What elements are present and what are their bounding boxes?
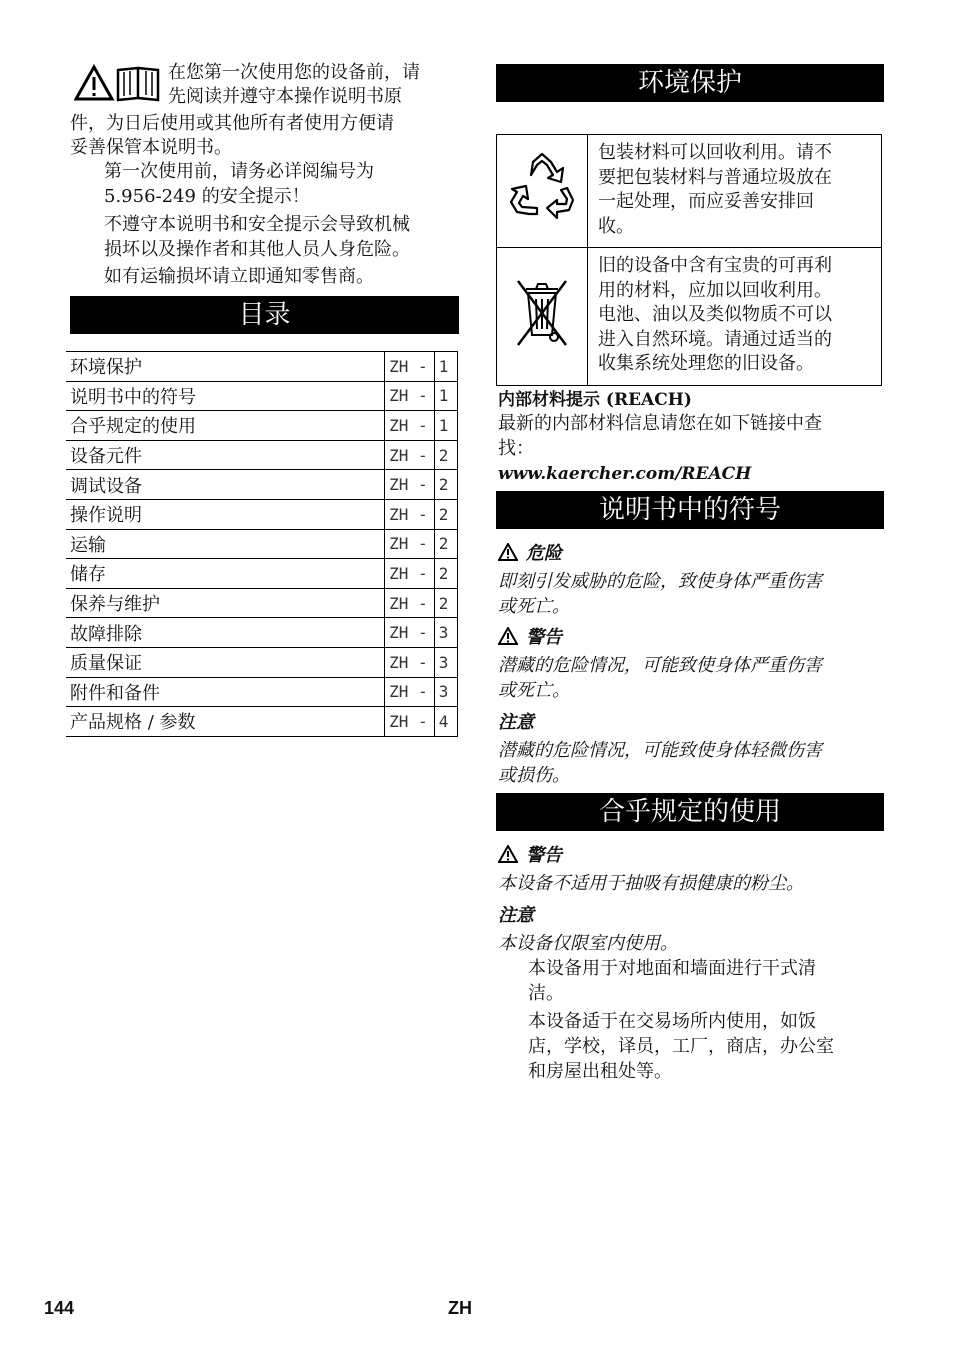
page-number: 144 xyxy=(44,1298,75,1318)
proper-use-warning-heading xyxy=(498,844,562,869)
proper-use-caution-heading: 注意 xyxy=(498,905,534,926)
proper-use-item-2-line-3: 和房屋出租处等。 xyxy=(528,1061,672,1082)
intro-line-3: 件，为日后使用或其他所有者使用方便请 xyxy=(70,113,394,134)
toc-entry-page: 2 xyxy=(434,588,457,618)
toc-entry-title: 设备元件 xyxy=(66,440,385,470)
toc-entry-title: 保养与维护 xyxy=(66,588,385,618)
toc-row[interactable] xyxy=(66,352,458,382)
toc-entry-lang: ZH - xyxy=(385,499,435,529)
caution-text-line-2: 或损伤。 xyxy=(498,765,570,786)
toc-entry-lang: ZH - xyxy=(385,677,435,707)
warning-icon xyxy=(76,67,112,99)
toc-entry-lang: ZH - xyxy=(385,588,435,618)
caution-heading: 注意 xyxy=(498,712,534,733)
danger-label: 危险 xyxy=(526,543,562,564)
intro-line-1: 在您第一次使用您的设备前，请 xyxy=(168,62,420,83)
toc-entry-title: 质量保证 xyxy=(66,647,385,677)
toc-entry-title: 调试设备 xyxy=(66,470,385,500)
warning-text-line-1: 潜藏的危险情况，可能致使身体严重伤害 xyxy=(498,655,822,676)
toc-title: 目录 xyxy=(70,296,459,334)
toc-entry-title: 合乎规定的使用 xyxy=(66,411,385,441)
toc-row[interactable] xyxy=(66,677,458,707)
proper-use-warning-label: 警告 xyxy=(526,845,562,866)
manual-book-icon xyxy=(118,68,158,100)
crossed-bin-icon xyxy=(497,248,588,386)
toc-entry-title: 附件和备件 xyxy=(66,677,385,707)
intro-icons xyxy=(74,64,162,102)
toc-entry-lang: ZH - xyxy=(385,559,435,589)
toc-entry-lang: ZH - xyxy=(385,411,435,441)
warning-label: 警告 xyxy=(526,627,562,648)
environment-row xyxy=(497,248,882,386)
intro-risk-line-2: 损坏以及操作者和其他人员人身危险。 xyxy=(104,239,410,260)
proper-use-warning-text: 本设备不适用于抽吸有损健康的粉尘。 xyxy=(498,873,804,894)
proper-use-item-2-line-1: 本设备适于在交易场所内使用，如饭 xyxy=(528,1011,816,1032)
warning-heading xyxy=(498,626,562,651)
toc-row[interactable] xyxy=(66,499,458,529)
intro-line-4: 妥善保管本说明书。 xyxy=(70,137,232,158)
danger-text-line-2: 或死亡。 xyxy=(498,596,570,617)
toc-row[interactable] xyxy=(66,588,458,618)
toc-entry-page: 2 xyxy=(434,470,457,500)
toc-entry-title: 操作说明 xyxy=(66,499,385,529)
toc-entry-lang: ZH - xyxy=(385,470,435,500)
toc-entry-page: 2 xyxy=(434,440,457,470)
warning-text-line-2: 或死亡。 xyxy=(498,680,570,701)
toc-entry-title: 产品规格 / 参数 xyxy=(66,707,385,737)
toc-entry-title: 说明书中的符号 xyxy=(66,381,385,411)
toc-entry-lang: ZH - xyxy=(385,618,435,648)
proper-use-item-2-line-2: 店，学校，译员，工厂，商店，办公室 xyxy=(528,1036,834,1057)
toc-entry-lang: ZH - xyxy=(385,647,435,677)
proper-use-item-1-line-2: 洁。 xyxy=(528,983,564,1004)
toc-entry-lang: ZH - xyxy=(385,529,435,559)
toc-row[interactable] xyxy=(66,529,458,559)
toc-entry-title: 储存 xyxy=(66,559,385,589)
toc-entry-lang: ZH - xyxy=(385,381,435,411)
toc-entry-page: 4 xyxy=(434,707,457,737)
toc-row[interactable] xyxy=(66,381,458,411)
toc-entry-page: 1 xyxy=(434,411,457,441)
intro-safety-line-2: 5.956-249 的安全提示！ xyxy=(104,186,310,207)
danger-heading xyxy=(498,542,562,567)
warning-icon xyxy=(498,543,518,561)
proper-use-item-1-line-1: 本设备用于对地面和墙面进行干式清 xyxy=(528,958,816,979)
toc-entry-page: 1 xyxy=(434,352,457,382)
old-device-recycle-text: 旧的设备中含有宝贵的可再利 用的材料，应加以回收利用。 电池、油以及类似物质不可以 进入自然环境。请通过适当的 收集系统处理您的旧设备。 xyxy=(588,248,882,386)
intro-transport-damage: 如有运输损坏请立即通知零售商。 xyxy=(104,266,374,287)
warning-icon xyxy=(498,845,518,863)
reach-text-line-2: 找： xyxy=(498,438,534,459)
toc-entry-lang: ZH - xyxy=(385,352,435,382)
toc-row[interactable] xyxy=(66,647,458,677)
environment-title: 环境保护 xyxy=(496,64,884,102)
warning-icon xyxy=(498,627,518,645)
toc-entry-page: 3 xyxy=(434,647,457,677)
toc-row[interactable] xyxy=(66,411,458,441)
toc-entry-page: 2 xyxy=(434,559,457,589)
proper-use-title: 合乎规定的使用 xyxy=(496,793,884,831)
toc-row[interactable] xyxy=(66,470,458,500)
danger-text-line-1: 即刻引发威胁的危险，致使身体严重伤害 xyxy=(498,571,822,592)
caution-text-line-1: 潜藏的危险情况，可能致使身体轻微伤害 xyxy=(498,740,822,761)
toc-row[interactable] xyxy=(66,440,458,470)
toc-entry-page: 3 xyxy=(434,677,457,707)
toc-row[interactable] xyxy=(66,707,458,737)
toc-row[interactable] xyxy=(66,559,458,589)
toc-entry-page: 2 xyxy=(434,529,457,559)
reach-link[interactable]: www.kaercher.com/REACH xyxy=(498,464,752,484)
toc-row[interactable] xyxy=(66,618,458,648)
proper-use-caution-text: 本设备仅限室内使用。 xyxy=(498,933,678,954)
toc-entry-page: 2 xyxy=(434,499,457,529)
toc-entry-lang: ZH - xyxy=(385,707,435,737)
footer-language: ZH xyxy=(448,1298,472,1318)
environment-table xyxy=(496,134,882,386)
intro-risk-line-1: 不遵守本说明书和安全提示会导致机械 xyxy=(104,214,410,235)
recycling-icon xyxy=(497,135,588,248)
toc-entry-page: 1 xyxy=(434,381,457,411)
intro-line-2: 先阅读并遵守本操作说明书原 xyxy=(168,86,402,107)
symbols-title: 说明书中的符号 xyxy=(496,491,884,529)
intro-safety-line-1: 第一次使用前，请务必详阅编号为 xyxy=(104,161,374,182)
toc-entry-page: 3 xyxy=(434,618,457,648)
toc-entry-title: 运输 xyxy=(66,529,385,559)
reach-title: 内部材料提示 (REACH) xyxy=(498,390,692,410)
toc-entry-lang: ZH - xyxy=(385,440,435,470)
environment-row xyxy=(497,135,882,248)
packaging-recycle-text: 包装材料可以回收利用。请不 要把包装材料与普通垃圾放在 一起处理，而应妥善安排回 收。 xyxy=(588,135,882,248)
reach-text-line-1: 最新的内部材料信息请您在如下链接中查 xyxy=(498,413,822,434)
toc-entry-title: 故障排除 xyxy=(66,618,385,648)
toc-entry-title: 环境保护 xyxy=(66,352,385,382)
toc-table xyxy=(66,351,458,737)
